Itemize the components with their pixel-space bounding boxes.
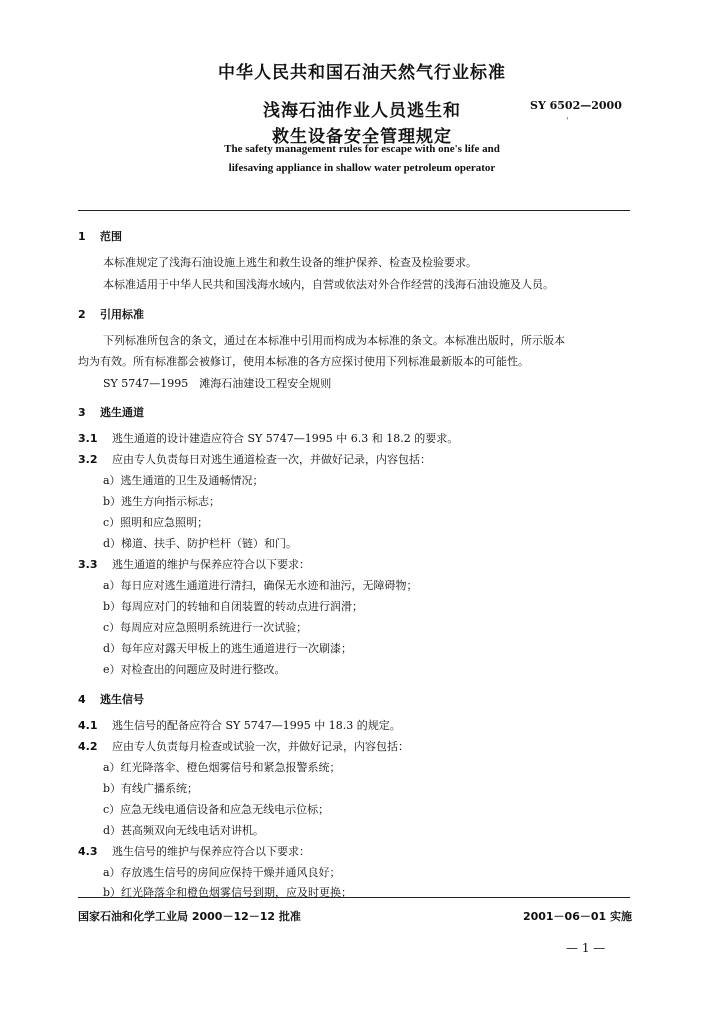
list-item: a）红光降落伞、橙色烟雾信号和紧急报警系统； xyxy=(103,761,341,774)
list-item: d）梯道、扶手、防护栏杆（链）和门。 xyxy=(103,537,298,550)
clause-text: 应由专人负责每日对逃生通道检查一次，并做好记录，内容包括： xyxy=(112,453,431,466)
section-1-paragraph-1: 本标准规定了浅海石油设施上逃生和救生设备的维护保养、检查及检验要求。 xyxy=(103,256,477,269)
title-cn-line1: 浅海石油作业人员逃生和 xyxy=(263,101,461,121)
header-divider xyxy=(78,210,630,211)
clause-3-3 xyxy=(78,556,310,572)
clause-number: 3.1 xyxy=(78,432,98,445)
scan-mark: ' xyxy=(566,117,569,127)
clause-text: 应由专人负责每月检查或试验一次，并做好记录，内容包括： xyxy=(112,740,409,753)
clause-text: 逃生信号的配备应符合 SY 5747—1995 中 18.3 的规定。 xyxy=(112,719,401,732)
list-item: b）红光降落伞和橙色烟雾信号到期，应及时更换； xyxy=(103,886,353,899)
clause-number: 4.1 xyxy=(78,719,98,732)
list-item: a）存放逃生信号的房间应保持干燥并通风良好； xyxy=(103,866,341,879)
section-number: 2 xyxy=(78,308,86,321)
footer-divider xyxy=(78,897,630,898)
section-1-heading xyxy=(78,228,122,244)
clause-3-1 xyxy=(78,430,458,446)
title-en-line2: lifesaving appliance in shallow water petroleum operator xyxy=(228,162,496,174)
page-number: — 1 — xyxy=(566,941,606,955)
list-item: a）逃生通道的卫生及通畅情况； xyxy=(103,474,264,487)
section-3-heading xyxy=(78,404,144,420)
list-item: d）每年应对露天甲板上的逃生通道进行一次刷漆； xyxy=(103,642,353,655)
section-title: 逃生信号 xyxy=(100,693,144,706)
section-title: 引用标准 xyxy=(100,308,144,321)
clause-text: 逃生通道的设计建造应符合 SY 5747—1995 中 6.3 和 18.2 的要求。 xyxy=(112,432,459,445)
list-item: d）甚高频双向无线电话对讲机。 xyxy=(103,824,265,837)
section-title: 逃生通道 xyxy=(100,406,144,419)
effective-date: 2001－06－01 实施 xyxy=(522,910,632,923)
list-item: c）照明和应急照明； xyxy=(103,516,209,529)
clause-text: 逃生通道的维护与保养应符合以下要求： xyxy=(112,558,310,571)
clause-number: 3.3 xyxy=(78,558,98,571)
section-number: 1 xyxy=(78,230,86,243)
title-en-line1: The safety management rules for escape with one's life and xyxy=(224,143,500,155)
section-2-heading xyxy=(78,306,144,322)
section-2-reference: SY 5747—1995 滩海石油建设工程安全规则 xyxy=(103,377,332,390)
list-item: b）有线广播系统； xyxy=(103,782,199,795)
clause-number: 3.2 xyxy=(78,453,98,466)
list-item: b）逃生方向指示标志； xyxy=(103,495,221,508)
section-number: 4 xyxy=(78,693,86,706)
clause-number: 4.3 xyxy=(78,845,98,858)
approval-date: 国家石油和化学工业局 2000－12－12 批准 xyxy=(78,910,301,923)
section-title: 范围 xyxy=(100,230,122,243)
list-item: c）每周应对应急照明系统进行一次试验； xyxy=(103,621,308,634)
section-2-paragraph-line2: 均为有效。所有标准都会被修订，使用本标准的各方应探讨使用下列标准最新版本的可能性。 xyxy=(78,355,529,368)
list-item: c）应急无线电通信设备和应急无线电示位标； xyxy=(103,803,330,816)
section-number: 3 xyxy=(78,406,86,419)
list-item: e）对检查出的问题应及时进行整改。 xyxy=(103,663,286,676)
list-item: a）每日应对逃生通道进行清扫，确保无水迹和油污，无障碍物； xyxy=(103,579,418,592)
standard-number: SY 6502—2000 xyxy=(530,99,622,112)
title-cn-line2: 救生设备安全管理规定 xyxy=(272,127,452,147)
clause-text: 逃生信号的维护与保养应符合以下要求： xyxy=(112,845,310,858)
clause-number: 4.2 xyxy=(78,740,98,753)
industry-standard-heading: 中华人民共和国石油天然气行业标准 xyxy=(218,63,506,83)
section-4-heading xyxy=(78,691,144,707)
clause-3-2 xyxy=(78,451,431,467)
section-1-paragraph-2: 本标准适用于中华人民共和国浅海水域内，自营或依法对外合作经营的浅海石油设施及人员。 xyxy=(103,278,554,291)
clause-4-2 xyxy=(78,738,409,754)
clause-4-1 xyxy=(78,717,401,733)
clause-4-3 xyxy=(78,843,310,859)
list-item: b）每周应对门的转轴和自闭装置的转动点进行润滑； xyxy=(103,600,364,613)
section-2-paragraph-line1: 下列标准所包含的条文，通过在本标准中引用而构成为本标准的条文。本标准出版时，所示版本 xyxy=(103,334,565,347)
